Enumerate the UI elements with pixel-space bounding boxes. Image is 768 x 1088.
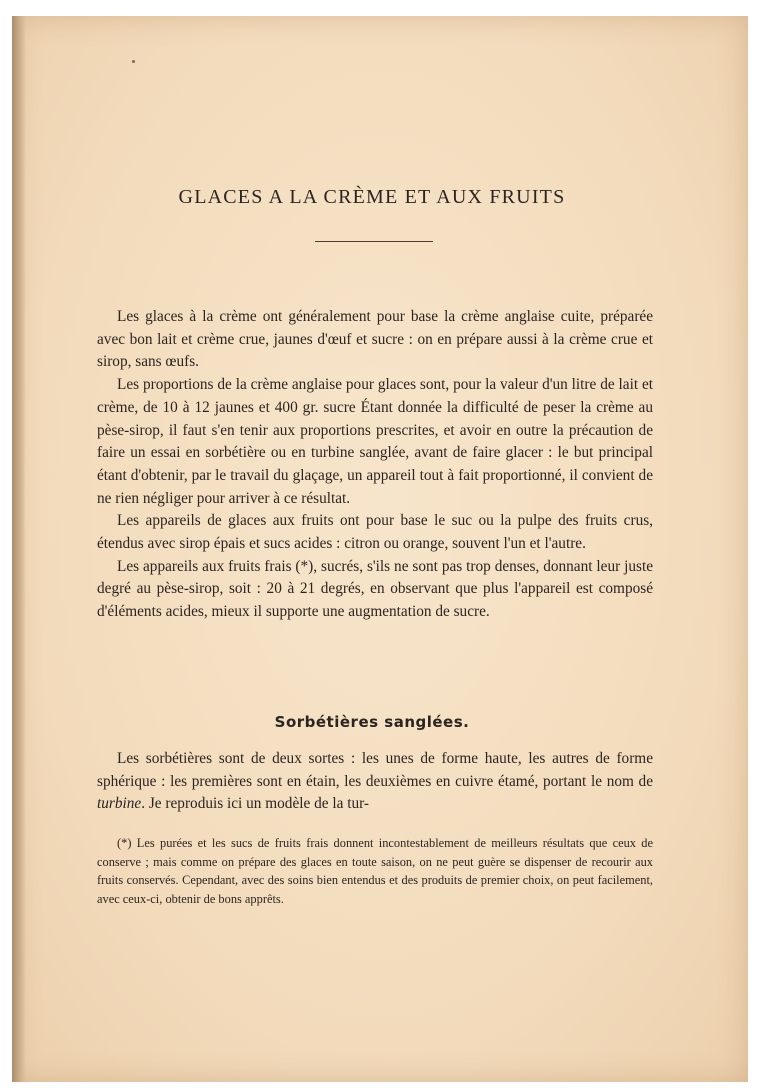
page-title: GLACES A LA CRÈME ET AUX FRUITS (178, 186, 566, 208)
paragraph: Les glaces à la crème ont généralement pour base la crème anglaise cuite, préparée avec bon lait et crème crue, jaunes d'œuf et sucre : on en prépare aussi à la crème crue et sirop, sans œufs. (97, 308, 653, 371)
paragraph (97, 748, 653, 816)
paragraph: Les proportions de la crème anglaise pour glaces sont, pour la valeur d'un litre de lait et crème, de 10 à 12 jaunes et 400 gr. sucre Étant donnée la difficulté de peser la crème au pèse-sirop, il faut s'en tenir aux proportions prescrites, et avoir en outre la précaution de faire un essai en sorbétière ou en turbine sanglée, avant de faire glacer : le but principal étant d'obtenir, par le travail du glaçage, un appareil tout à fait proportionné, il convient de ne rien négliger pour arriver à ce résultat. (97, 376, 653, 507)
paragraph-text-before: Les sorbétières sont de deux sortes : les unes de forme haute, les autres de forme sphérique : les premières sont en étain, les deuxièmes en cuivre étamé, portant le nom de (97, 750, 653, 790)
italic-term: turbine (97, 795, 142, 813)
footnote-text: (*) Les purées et les sucs de fruits frais donnent incontestablement de meilleurs résultats que ceux de conserve ; mais comme on prépare des glaces en toute saison, on ne peut guère se dispenser de recourir aux fruits conservés. Cependant, avec des soins bien entendus et des produits de premier choix, on peut facilement, avec ceux-ci, obtenir de bons apprêts. (97, 836, 653, 906)
paper-speck (132, 60, 135, 63)
paragraph-text-after: . Je reproduis ici un modèle de la tur- (141, 795, 370, 813)
title-divider (315, 241, 433, 242)
page-spine-shadow (12, 16, 26, 1082)
intro-body (97, 306, 653, 624)
footnote (97, 834, 653, 908)
section-body (97, 748, 653, 816)
paragraph: Les appareils de glaces aux fruits ont pour base le suc ou la pulpe des fruits crus, étendus avec sirop épais et sucs acides : citron ou orange, souvent l'un et l'autre. (97, 512, 653, 553)
section-heading: Sorbétières sanglées. (274, 713, 470, 731)
paragraph: Les appareils aux fruits frais (*), sucrés, s'ils ne sont pas trop denses, donnant leur juste degré au pèse-sirop, soit : 20 à 21 degrés, en observant que plus l'appareil est composé d'éléments acides, mieux il supporte une augmentation de sucre. (97, 557, 653, 621)
